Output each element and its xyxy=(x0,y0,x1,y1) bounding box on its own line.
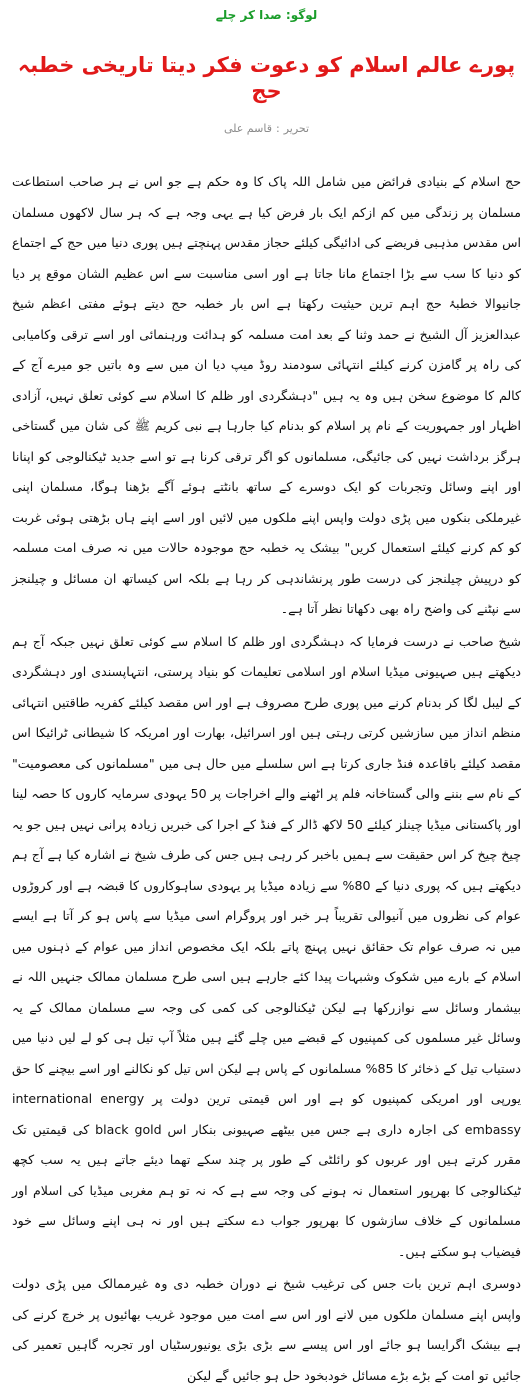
byline-separator: : xyxy=(275,122,280,135)
paragraph: دوسری اہم ترین بات جس کی ترغیب شیخ نے دوران خطبہ دی وہ غیرممالک میں پڑی دولت واپس اپنے مسلمان ملکوں میں لانے اور اس سے امت میں موجود غریب بھائیوں پر خرچ کرنے کی ہے بیشک اگرایسا ہو جائے اور اس پیسے سے بڑی بڑی یونیورسٹیاں اور تجربہ گاہیں تعمیر کی جائیں تو امت کے بڑے بڑے مسائل خودبخود حل ہو جائیں گے لیکن xyxy=(12,1276,521,1383)
article xyxy=(0,8,529,1383)
paragraph: شیخ صاحب نے درست فرمایا کہ دہشگردی اور ظلم کا اسلام سے کوئی تعلق نہیں جبکہ آج ہم دیکھتے ہیں صہیونی میڈیا اسلام اور اسلامی تعلیمات کو بنیاد پرستی، انتہاپسندی اور دہشگردی کے لیبل لگا کر بدنام کرنے میں پوری طرح مصروف ہے اور اس مقصد کیلئے کفریہ طاقتیں انتہائی منظم انداز میں سازشیں کرتی رہتی ہیں اور اسرائیل، بھارت اور امریکہ کا شیطانی ٹرائیکا اس مقصد کیلئے باقاعدہ فنڈ جاری کرتا ہے اس سلسلے میں حال ہی میں "مسلمانوں کی معصومیت" کے نام سے بننے والی گستاخانہ فلم پر اٹھنے والے اخراجات پر 50 یہودی سرمایہ کاروں کا حصہ لینا اور پاکستانی میڈیا چینلز کیلئے 50 لاکھ ڈالر کے فنڈ کے اجرا کی خبریں زیادہ پرانی نہیں ہیں جو یہ چیخ چیخ کر اس حقیقت سے ہمیں باخبر کر رہی ہیں جس کی طرف شیخ نے اشارہ کیا ہے آج ہم دیکھتے ہیں کہ پوری دنیا کے 80% سے زیادہ میڈیا پر یہودی ساہوکاروں کا قبضہ ہے اور کروڑوں عوام کی نظروں میں آنیوالی تقریباً ہر خبر اور پروگرام اسی میڈیا سے پاس ہو کر آتا ہے ایسے میں نہ صرف عوام تک حقائق نہیں پہنچ پاتے بلکہ ایک مخصوص انداز میں عوام کے ذہنوں میں اسلام کے بارے میں شکوک وشبہات پیدا کئے جارہے ہیں اسی طرح مسلمان ممالک جنہیں اللہ نے بیشمار وسائل سے نوازرکھا ہے لیکن ٹیکنالوجی کی کمی کی وجہ سے مسلمان ممالک کے یہ وسائل غیر مسلموں کی کمپنیوں کے قبضے میں چلے گئے ہیں مثلاً آپ تیل ہی کو لے لیں دنیا میں دستیاب تیل کے ذخائر کا 85% مسلمانوں کے پاس ہے لیکن اس تیل کو نکالنے اور اسے بیچنے کا حق یورپی اور امریکی کمپنیوں کو ہے اور اس قیمتی ترین دولت پر international energy embassy کی اجارہ داری ہے جس میں بیٹھے صہیونی بنکار اس black gold کی قیمتیں تک مقرر کرتے ہیں اور عربوں کو رائلٹی کے طور پر چند سکے تھما دیئے جاتے ہیں یہ سب کچھ ٹیکنالوجی کا بھرپور استعمال نہ ہونے کی وجہ سے ہے کہ نہ تو ہم مغربی میڈیا کی اسلام اور مسلمانوں کے خلاف سازشوں کا بھرپور جواب دے سکتے ہیں اور نہ ہی اپنے وسائل سے خود فیضیاب ہو سکتے ہیں۔ xyxy=(12,633,522,1259)
headline: پورے عالم اسلام کو دعوت فکر دیتا تاریخی خطبہ حج xyxy=(17,53,516,103)
byline-label: تحریر xyxy=(283,122,310,135)
byline-author: قاسم علی xyxy=(223,122,272,135)
article-body xyxy=(12,167,521,1391)
paragraph: حج اسلام کے بنیادی فرائض میں شامل اللہ پاک کا وہ حکم ہے جو اس نے ہر صاحب استطاعت مسلمان پر زندگی میں کم ازکم ایک بار فرض کیا ہے یہی وجہ ہے کہ ہر سال لاکھوں مسلمان اس مقدس مذہبی فریضے کی ادائیگی کیلئے حجاز مقدس پہنچتے ہیں پوری دنیا میں حج کے اجتماع کو دنیا کا سب سے بڑا اجتماع مانا جاتا ہے اور اسی مناسبت سے اس عظیم الشان موقع پر دیا جانیوالا خطبۂ حج اہم ترین حیثیت رکھتا ہے اس بار خطبہ حج دیتے ہوئے مفتی اعظم شیخ عبدالعزیز آل الشیخ نے حمد وثنا کے بعد امت مسلمہ کو ہدائت ورہنمائی اور اسے ترقی وکامیابی کی راہ پر گامزن کرنے کیلئے انتہائی سودمند روڈ میپ دیا ان میں سے وہ باتیں جو میرے آج کے کالم کا موضوع سخن ہیں وہ یہ ہیں "دہشگردی اور ظلم کا اسلام سے کوئی تعلق نہیں، آزادی اظہار اور جمہوریت کے نام پر اسلام کو بدنام کیا جارہا ہے نبی کریم ﷺ کی شان میں گستاخی ہرگز برداشت نہیں کی جائیگی، مسلمانوں کو اگر ترقی کرنا ہے تو اسے جدید ٹیکنالوجی کو اپنانا اور اپنے وسائل وتجربات کو ایک دوسرے کے ساتھ بانٹتے ہوئے آگے بڑھنا ہوگا، مسلمان اپنی غیرملکی بنکوں میں پڑی دولت واپس اپنے ملکوں میں لائیں اور اسے اپنے ہاں بڑھتی ہوئی غربت کو کم کرنے کیلئے استعمال کریں" بیشک یہ خطبہ حج موجودہ حالات میں نہ صرف امت مسلمہ کو درپیش چیلنجز کی درست طور پرنشاندہی کر رہا ہے بلکہ اس کیساتھ ان مسائل و چیلنجز سے نپٹنے کی واضح راہ بھی دکھاتا نظر آتا ہے۔ xyxy=(12,174,521,616)
column-title: لوگو: صدا کر چلے xyxy=(215,8,318,22)
byline xyxy=(12,122,521,135)
